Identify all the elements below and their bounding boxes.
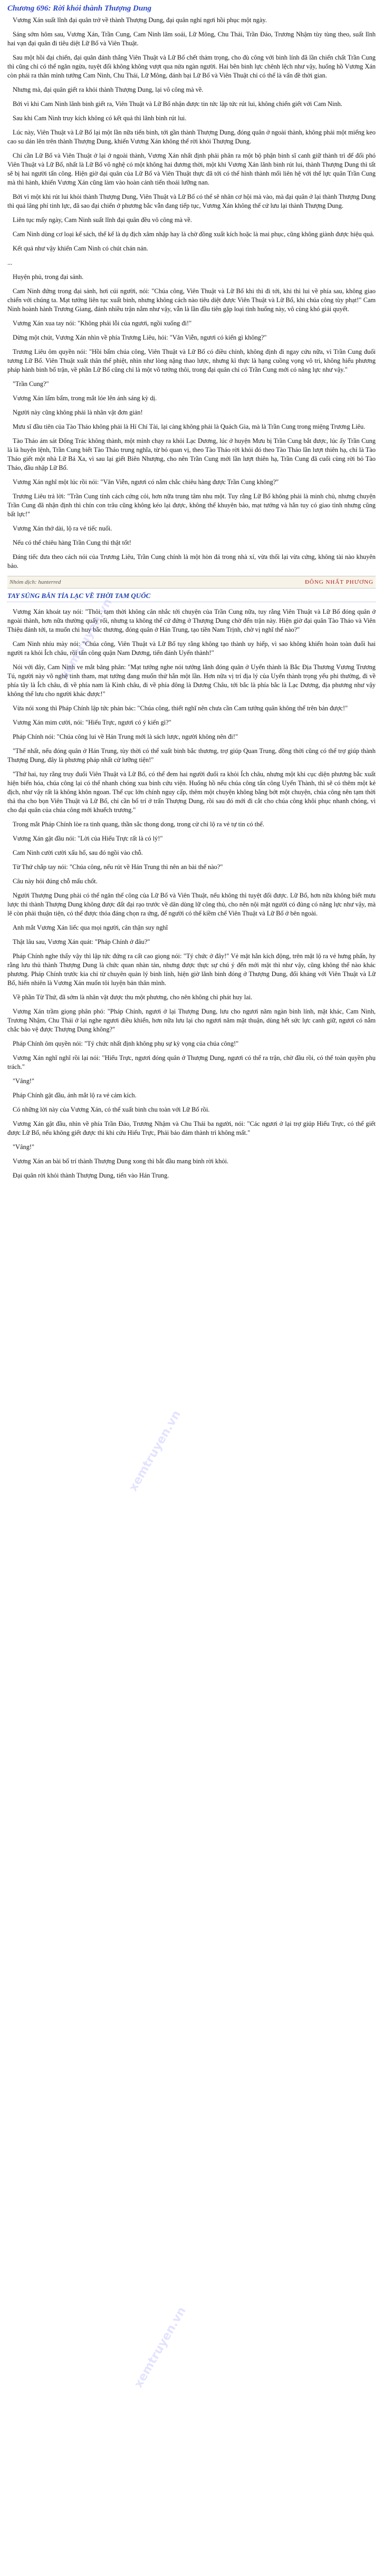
credit-bar (7, 576, 376, 588)
story-section (7, 607, 376, 1180)
story-paragraph: Vương Xán gật đầu nói: "Lời của Hiếu Trực rất là có lý!" (13, 835, 163, 842)
story-paragraph: Nhưng mà, đại quân giết ra khỏi thành Thượng Dung, lại vô công mà về. (13, 86, 204, 93)
story-paragraph: Vương Xán mim cười, nói: "Hiếu Trực, ngươi có ý kiến gì?" (13, 719, 171, 726)
story-paragraph: "Vâng!" (13, 1143, 35, 1151)
story-section (7, 273, 376, 571)
story-paragraph: Vương Xán khoát tay nói: "Thôi, tạm thời không cân nhắc tới chuyện của Trần Cung nữa, tuy rằng Viên Thuật và Lữ Bố đóng quân ở ngoài thành, hơn nữa thường quấy rối, nhưng ta không thể cứ đứng ở Thượng Dung chờ đến trận này. Hiện giờ đại quân Tào Tháo và Viên Thiệu đánh tới, ta muốn chi huy bắc thương, đóng quân ở Hán Trung, tạo tiền Nam Trịnh, chờ vị nghĩ thế nào?" (7, 608, 376, 633)
story-paragraph: Vương Xán lẩm bẩm, trong mắt lóe lên ánh sáng kỳ dị. (13, 394, 157, 402)
story-paragraph: Có những lời này của Vương Xán, có thể xuất binh chu toàn với Lữ Bố rồi. (13, 1106, 210, 1113)
story-paragraph: Bởi vì khi Cam Ninh lãnh binh giết ra, Viên Thuật và Lữ Bố nhận được tin tức lập tức rút lui, không chiến giết với Cam Ninh. (13, 100, 342, 108)
watermark: xemtruyen.vn (132, 2304, 189, 2390)
story-paragraph: Đại quân rời khỏi thành Thượng Dung, tiến vào Hán Trung. (13, 1172, 169, 1179)
story-paragraph: Trương Liêu ôm quyền nói: "Hồi bẩm chúa công, Viên Thuật và Lữ Bố có điều chỉnh, không định đi ngay cứu nữa, vì Trần Cung đuổi tương Lữ Bố. Viên Thuật xuất thân thế phiệt, nhìn như lòng nặng thao lược, nhưng kì thực là hạng cuồng vọng vô tri, không hiểu phương pháp hành binh bố trận, về phần Lữ Bố cũng chỉ là một võ tướng thôi, trong đại quân chỉ có Trần Cung mới có năng lực như vậy." (7, 348, 376, 373)
story-paragraph: Vương Xán xua tay nói: "Không phải lỗi của ngươi, ngồi xuống đi!" (13, 320, 192, 327)
story-paragraph: Pháp Chính nói: "Chúa công lui về Hán Trung mới là sách lược, người không nên đi!" (13, 733, 238, 740)
story-paragraph: Dừng một chút, Vương Xán nhìn về phía Trương Liêu, hỏi: "Văn Viễn, ngươi có kiến gì không?" (13, 334, 267, 341)
story-paragraph: Trương Liêu trả lời: "Trần Cung tính cách cứng cỏi, hơn nữa trung tâm nhu một. Tuy rằng Lữ Bố không phải là minh chủ, nhưng chuyện Trần Cung đã nhận định thì chín con trâu cũng không kéo lại được, không thể khuyên bảo, mạt tướng và hắn tuy có giao tình nhưng cũng bất lực!" (7, 493, 376, 518)
story-paragraph: Pháp Chính gật đầu, ánh mắt lộ ra vẻ cảm kích. (13, 1092, 137, 1099)
story-paragraph: Mưu sĩ đầu tiên của Tào Tháo không phải là Hí Chí Tài, lại càng không phải là Quách Gia, mà là Trần Cung trong miệng Trương Liêu. (13, 423, 366, 430)
story-paragraph: Thật lâu sau, Vương Xán quát: "Pháp Chính ở đâu?" (13, 938, 150, 946)
story-paragraph: Kết quả như vậy khiến Cam Ninh có chút chán nản. (13, 245, 148, 252)
story-paragraph: Cam Ninh dùng cơ loại kế sách, thế kế là dụ địch xâm nhập hay là chờ đồng xuất kích hoặc là mai phục, cũng không giành được hiệu quả. (13, 230, 375, 238)
story-paragraph: Vương Xán suất lĩnh đại quân trở về thành Thượng Dung, đại quân nghỉ ngơi hồi phục một ngày. (13, 16, 267, 24)
story-paragraph: Pháp Chính nghe thấy vậy thì lập tức đứng ra cất cao giọng nói: "Tý chức ở đây!" Vẻ mặt hắn kích động, trên mặt lộ ra vẻ hưng phấn, hy rằng lưu thủ thành Thượng Dung là chức quan nhàn tản, nhưng được thực sự chú ý đến mới mặt thì như vậy, cũng không thể nào khác phương. Pháp Chính trước kia chỉ từ chuyên quản lý binh lính, hiện giờ lãnh binh đóng ở Thượng Dung, đối kháng với Viên Thuật và Lữ Bố, hiển nhiên là Vương Xán muốn tôi luyện bản thân mình. (7, 952, 376, 987)
story-paragraph: Vương Xán thở dài, lộ ra vẻ tiếc nuối. (13, 525, 112, 532)
translator-credit: Nhóm dịch: hunterred (9, 579, 61, 585)
story-section (7, 16, 376, 253)
section-separator: ... (7, 259, 13, 266)
story-paragraph: Vương Xán an bài bố trí thành Thượng Dung xong thì bắt đầu mang binh rời khỏi. (13, 1157, 228, 1165)
chapter-body (7, 16, 376, 1180)
story-paragraph: Vương Xán nghĩ một lúc rồi nói: "Văn Viễn, ngươi có nắm chắc chiêu hàng được Trần Cung không?" (13, 478, 279, 486)
story-paragraph: Cam Ninh cười cười xấu hổ, sau đó ngồi vào chỗ. (13, 849, 143, 856)
story-paragraph: Anh mắt Vương Xán liếc qua mọi người, cân thận suy nghĩ (13, 924, 168, 931)
source-credit: ĐÔNG NHẤT PHƯƠNG (304, 579, 374, 585)
story-paragraph: Liên tục mấy ngày, Cam Ninh suất lĩnh đại quân đều vô công mà về. (13, 216, 192, 224)
story-paragraph: Trong mắt Pháp Chính lòe ra tinh quang, thần sắc thong dong, trong cử chỉ lộ ra vẻ tự tin có thể. (13, 821, 264, 828)
story-paragraph: Vương Xán trầm giọng phân phó: "Pháp Chính, ngươi ở lại Thượng Dung, lưu cho ngươi năm ngàn binh lính, mặt khác, Cam Ninh, Trương Nhậm, Chu Thái ở lại nghe ngươi điều khiển, hơn nữa lưu lại cho ngươi năm mặt thuận, dùng hết sức lực canh giữ, ngươi có nắm chắc bảo vệ được Thượng Dung không?" (7, 1008, 376, 1033)
story-paragraph: Người Thượng Dung phải có thể ngăn thế công của Lữ Bố và Viên Thuật, nếu không thì tuyệt đối được. Lữ Bố, hơn nữa không biết mưu lược thì thành Thượng Dung không được đất đại rạo trước về dân dùng lữ công thủ, cho nên nội mặt người có đủng có năng lực như vậy, mà lẽ còn phải thuận tiện, có thể được thỏa đáng chọn ra ứng, để người có thể kiềm chế Viên Thuật và Lữ Bố ở bên ngoài. (7, 892, 376, 917)
story-paragraph: Lúc này, Viên Thuật và Lữ Bố lại một lần nữa tiến binh, tới gần thành Thượng Dung, đóng quân ở ngoài thành, không phải một miếng keo cao su dán lên trên thành Thượng Dung, khiến Vương Xán không thể rời khỏi Thượng Dung. (7, 129, 376, 145)
story-paragraph: Sau một hồi đại chiến, đại quân đánh thắng Viên Thuật và Lữ Bố chết thảm trọng, cho đù công với binh lính đã lần chiến chất Trần Cung thì cũng chỉ có thể ngăn ngừa, tuyệt đối không không vượt qua nửa ngàn người. Hai bên binh lực chênh lệch như vậy, huống hồ Vương Xán còn phái ra thân mình tướng Cam Ninh, Chu Thái, Lữ Mông, đánh bại Lữ Bố và Viên Thuật chỉ có thể là vấn đề thời gian. (7, 54, 376, 79)
story-paragraph: Vừa nói xong thì Pháp Chính lập tức phản bác: "Chúa công, thiết nghĩ nên chưa cần Cam tướng quân không thể trên bản được!" (13, 705, 348, 712)
story-paragraph: "Thứ hai, tuy rằng truy đuổi Viên Thuật và Lữ Bố, có thể đem hai người đuổi ra khỏi Ích châu, nhưng một khi cục diện phương bắc xuất hiện biến hóa, chúa công lại có thể nhanh chóng xua binh cứu viện. Huống hồ nếu chúa công tấn công Uyển Thành, thì sẽ có thêm một kẻ địch, như vậy rất là không khôn ngoan. Thế cục lớn chính nguy cấp, thêm một chuyện không bằng bớt một chuyện, chúa công nên tạm thời thả tha cho bọn Viên Thuật và Lữ Bố, chỉ cần bố trí ở trấn Thượng Dung, rồi sau đó mới đi cắt cho chúa công khôi phục nhanh chóng, vì cho đại quân của chúa công mới khuếch trương." (7, 770, 376, 814)
story-paragraph: Cam Ninh đứng trong đại sảnh, hơi cúi người, nói: "Chúa công, Viên Thuật và Lữ Bố khi thì đi tới, khi thì lui về phía sau, không giao chiến với chúng ta. Mạt tướng liên tục xuất binh, nhưng không cách nào tiêu diệt được Viên Thuật và Lữ Bố, khi chúa công tùy phạt!" Cam Ninh hoành hành Trương Giang, đánh nhiều trận nắm như vậy, vẫn là lần đầu tiên gặp loại tình huống này, vô cùng khó giải quyết. (7, 287, 376, 313)
story-paragraph: Sau khi Cam Ninh truy kích không có kết quả thì lãnh binh rút lui. (13, 114, 187, 122)
story-paragraph: "Vâng!" (13, 1077, 35, 1085)
story-paragraph: Vương Xán gật đầu, nhìn về phía Trần Đáo, Trương Nhậm và Chu Thái ba người, nói: "Các ngươi ở lại trợ giúp Hiếu Trực, có thể giết được Lữ Bố, nếu không giết được thì khi cứu Hiếu Trực, Phải bảo đảm thành trì không mất." (7, 1120, 376, 1136)
story-paragraph: Nếu có thể chiêu hàng Trần Cung thì thật tốt! (13, 539, 131, 546)
story-paragraph: Người này cũng không phải là nhân vật đơn giản! (13, 409, 143, 416)
story-paragraph: "Trần Cung?" (13, 380, 49, 388)
story-paragraph: Câu này hỏi đúng chỗ mấu chốt. (13, 877, 98, 885)
book-title-heading: TAY SÚNG BẮN TỈA LẠC VỀ THỜI TAM QUỐC (7, 592, 376, 602)
story-paragraph: "Thế nhất, nếu đóng quân ở Hán Trung, tùy thời có thể xuất binh bắc thương, trợ giúp Quan Trung, đồng thời cũng có thể trợ giúp thành Thượng Dung, đây là phương pháp nhất cử lưỡng tiện!" (7, 747, 376, 764)
story-paragraph: Cam Ninh nhíu mày nói: "Chúa công, Viên Thuật và Lữ Bố tụy rằng không tạo thành uy hiếp, vì sao không khiến hoàn toàn đuổi hai người ra khỏi Ích châu, rồi tấn công quận Nam Dương, tiến đánh Uyển thành!" (7, 640, 376, 657)
story-paragraph: Tào Tháo ám sát Đổng Trác không thành, một mình chạy ra khỏi Lạc Dương, lúc ở huyện Mưu bị Trần Cung bắt được, lúc ấy Trần Cung là là huyện lệnh, Trần Cung biết Tào Tháo trung nghĩa, từ bỏ quan vị, theo Tào Tháo rời khỏi đó theo Tào Tháo lần lượt thiên hạ, chỉ là Tào Tháo giết một nhà Lữ Bá Xa, vì sau lại giết Biên Nhượng, cho nên Trần Cung mới lần lượt thiên hạ, Trần Cung đã cuối cùng rời bỏ Tào Tháo, đầu nhập Lữ Bố. (7, 437, 376, 471)
story-paragraph: Bởi vì một khi rút lui khỏi thành Thượng Dung, Viên Thuật và Lữ Bố có thể sẽ nhân cơ hội mà vào, mà đại quân ở lại thành Thượng Dung thì quá lãng phí tinh lực, đã sao đại chiến ở phương bắc vẫn đang tiếp tục, Vương Xán không thể cứ lưu lại thành Thượng Dung. (7, 193, 376, 209)
story-paragraph: Đáng tiếc đưa theo cách nói của Trương Liêu, Trần Cung chính là một hòn đá trong nhà xí, vừa thối lại vừa cứng, không tài nào khuyên bảo. (7, 553, 376, 570)
story-paragraph: Nói với đây, Cam Ninh ve mắt băng phân: "Mạt tướng nghe nói tướng lãnh đóng quân ở Uyển thành là Bắc Địa Thương Vương Trương Tú, người này võ nghệ tinh tham, mạt tướng đang muốn thử hắn một lần. Hơn nữa vị trí địa lý của Uyển thành trọng yếu phi thường, đi về phía tây là Ích châu, đi về phía nam là Kinh châu, đi về phía đông là Dương Châu, tới bắc là phía bắc là Lạc Dương, địa phương như vậy không thể lưu cho người khác được!" (7, 663, 376, 698)
story-paragraph: Huyện phủ, trong đại sảnh. (13, 273, 84, 281)
story-paragraph: Về phần Từ Thứ, đã sớm là nhân vật được thu một phương, cho nên không chỉ phát huy lai. (13, 993, 253, 1001)
story-paragraph: Chỉ cần Lữ Bố và Viên Thuật ở lại ở ngoài thành, Vương Xán nhất định phải phân ra một bộ phận binh sĩ canh giữ thành trì để đối phó Viên Thuật và Lữ Bố, nhất là Lữ Bố võ nghệ có một không hai đương thời, một khi Vương Xán lãnh binh rút lui, thành Thượng Dung thì tất sẽ bị hai người tấn công. Hiện giờ đại quân của Lữ Bố và Viên Thuật thực đã tới có thể hình thành mối liên hệ với thế lực quân Trần Cung mà thì hành, khiến Vương Xán cũng làm vào hoàn cảnh tiến thoái lưỡng nan. (7, 152, 376, 186)
story-paragraph: Sáng sớm hôm sau, Vương Xán, Trần Cung, Cam Ninh lãm soái, Lữ Mông, Chu Thái, Trần Đáo, Trương Nhậm tùy tùng theo, suất lĩnh hai vạn đại quân đi tiêu diệt Lữ Bố và Viên Thuật. (7, 31, 376, 47)
story-paragraph: Vương Xán nghĩ nghĩ rồi lại nói: "Hiếu Trực, ngươi đóng quân ở Thượng Dung, ngươi có thể ra trận, chờ đầu rồi, có thể toàn quyền phụ trách." (7, 1054, 376, 1070)
watermark: xemtruyen.vn (58, 596, 115, 682)
watermark: xemtruyen.vn (127, 1408, 184, 1494)
story-paragraph: Pháp Chính ôm quyền nói: "Tý chức nhất định không phụ sự kỳ vọng của chúa công!" (13, 1040, 239, 1047)
chapter-title: Chương 696: Rời khỏi thành Thượng Dung (7, 4, 152, 13)
story-paragraph: Từ Thứ chắp tay nói: "Chúa công, nếu rút về Hán Trung thì nên an bài thế nào?" (13, 863, 223, 871)
